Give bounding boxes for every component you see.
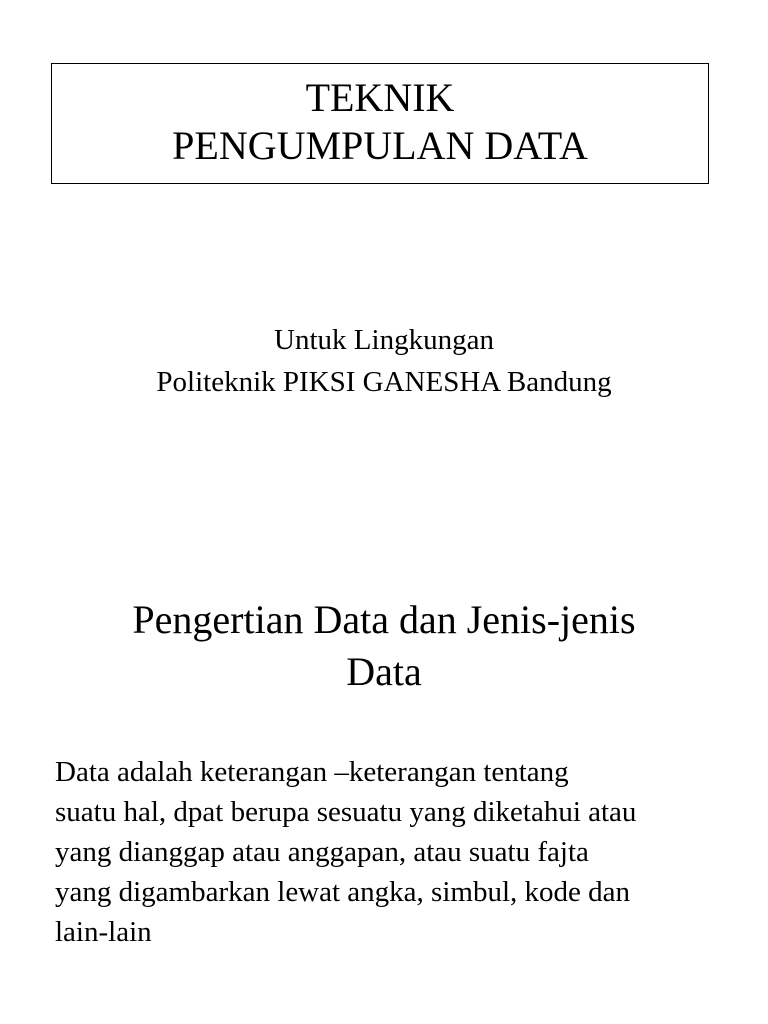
subtitle-line-1: Untuk Lingkungan: [274, 324, 494, 356]
section-heading: [0, 594, 768, 698]
section-heading-line-2: Data: [346, 649, 422, 694]
body-line-3: yang dianggap atau anggapan, atau suatu fajta: [55, 836, 589, 868]
body-paragraph: [55, 752, 755, 952]
subtitle: [0, 319, 768, 403]
body-line-2: suatu hal, dpat berupa sesuatu yang diketahui atau: [55, 796, 637, 828]
body-line-5: lain-lain: [55, 916, 152, 948]
subtitle-line-2: Politeknik PIKSI GANESHA Bandung: [156, 366, 612, 398]
title-line-2: PENGUMPULAN DATA: [172, 123, 588, 168]
body-line-4: yang digambarkan lewat angka, simbul, kode dan: [55, 876, 631, 908]
title-box: [51, 63, 709, 184]
title-line-1: TEKNIK: [305, 75, 455, 120]
body-line-1: Data adalah keterangan –keterangan tentang: [55, 756, 569, 788]
section-heading-line-1: Pengertian Data dan Jenis-jenis: [132, 597, 636, 642]
